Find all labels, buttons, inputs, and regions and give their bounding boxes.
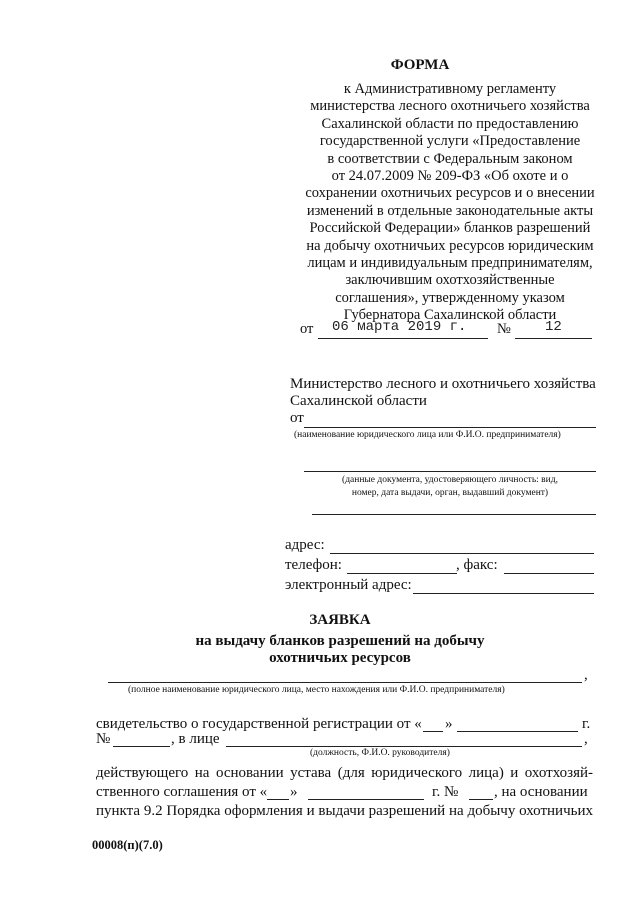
caption-full-name: (полное наименование юридического лица, место нахождения или Ф.И.О. предпринимателя) <box>128 685 505 695</box>
regulation-line: изменений в отдельные законодательные акты <box>306 202 594 219</box>
from-label-2: от <box>290 410 304 426</box>
regulation-line: соглашения», утвержденному указом <box>335 289 565 306</box>
regulation-line: лицам и индивидуальным предпринимателям, <box>307 255 593 272</box>
ministry-name-line1: Министерство лесного и охотничьего хозяйства <box>290 376 596 392</box>
regulation-line: министерства лесного охотничьего хозяйства <box>310 98 590 115</box>
form-code: 00008(п)(7.0) <box>92 838 163 852</box>
regulation-line: на добычу охотничьих ресурсов юридическим <box>306 237 594 254</box>
regulation-line: государственной услуги «Предоставление <box>319 133 581 150</box>
regulation-line: Сахалинской области по предоставлению <box>321 115 579 132</box>
para-line-3: пункта 9.2 Порядка оформления и выдачи разрешений на добычу охотничьих <box>96 803 593 819</box>
fax-label: , факс: <box>456 557 498 573</box>
in-person-label: , в лице <box>171 731 220 747</box>
cert-quote: » <box>445 716 453 732</box>
application-subtitle-1: на выдачу бланков разрешений на добычу <box>195 633 485 649</box>
regulation-line: в соответствии с Федеральным законом <box>327 150 573 167</box>
comma-2: , <box>584 731 588 747</box>
cert-no-label: № <box>96 731 111 747</box>
para-line-1: действующего на основании устава (для юридического лица) и охотхозяй- <box>96 765 593 781</box>
para-line-2a: ственного соглашения от « <box>96 784 268 800</box>
para-line-2d: , на основании <box>494 784 588 800</box>
email-label: электронный адрес: <box>285 577 412 593</box>
cert-year: г. <box>582 716 591 732</box>
regulation-reference <box>285 81 615 325</box>
regulation-line: сохранении охотничьих ресурсов и о внесении <box>305 185 595 202</box>
phone-label: телефон: <box>285 557 342 573</box>
caption-name: (наименование юридического лица или Ф.И.О. предпринимателя) <box>294 430 561 440</box>
cert-text: свидетельство о государственной регистрации от « <box>96 716 422 732</box>
from-label: от <box>300 321 314 337</box>
address-label: адрес: <box>285 537 325 553</box>
caption-doc-1: (данные документа, удостоверяющего личность: вид, <box>342 475 558 485</box>
ministry-name-line2: Сахалинской области <box>290 393 427 409</box>
comma: , <box>584 667 588 683</box>
caption-position: (должность, Ф.И.О. руководителя) <box>310 748 450 758</box>
para-line-2b: » <box>290 784 298 800</box>
regulation-line: Губернатора Сахалинской области <box>343 307 557 324</box>
regulation-line: от 24.07.2009 № 209-ФЗ «Об охоте и о <box>331 168 569 185</box>
number-label: № <box>497 321 511 337</box>
regulation-line: к Административному регламенту <box>343 81 557 97</box>
application-title: ЗАЯВКА <box>309 612 371 628</box>
caption-doc-2: номер, дата выдачи, орган, выдавший документ) <box>351 488 549 498</box>
regulation-line: заключившим охотхозяйственные <box>345 272 555 289</box>
regulation-line: Российской Федерации» бланков разрешений <box>309 220 591 237</box>
application-subtitle-2: охотничьих ресурсов <box>269 650 411 666</box>
order-date: 06 марта 2019 г. <box>332 319 467 335</box>
para-line-2c: г. № <box>432 784 459 800</box>
form-title: ФОРМА <box>390 57 450 73</box>
order-number: 12 <box>545 319 562 335</box>
